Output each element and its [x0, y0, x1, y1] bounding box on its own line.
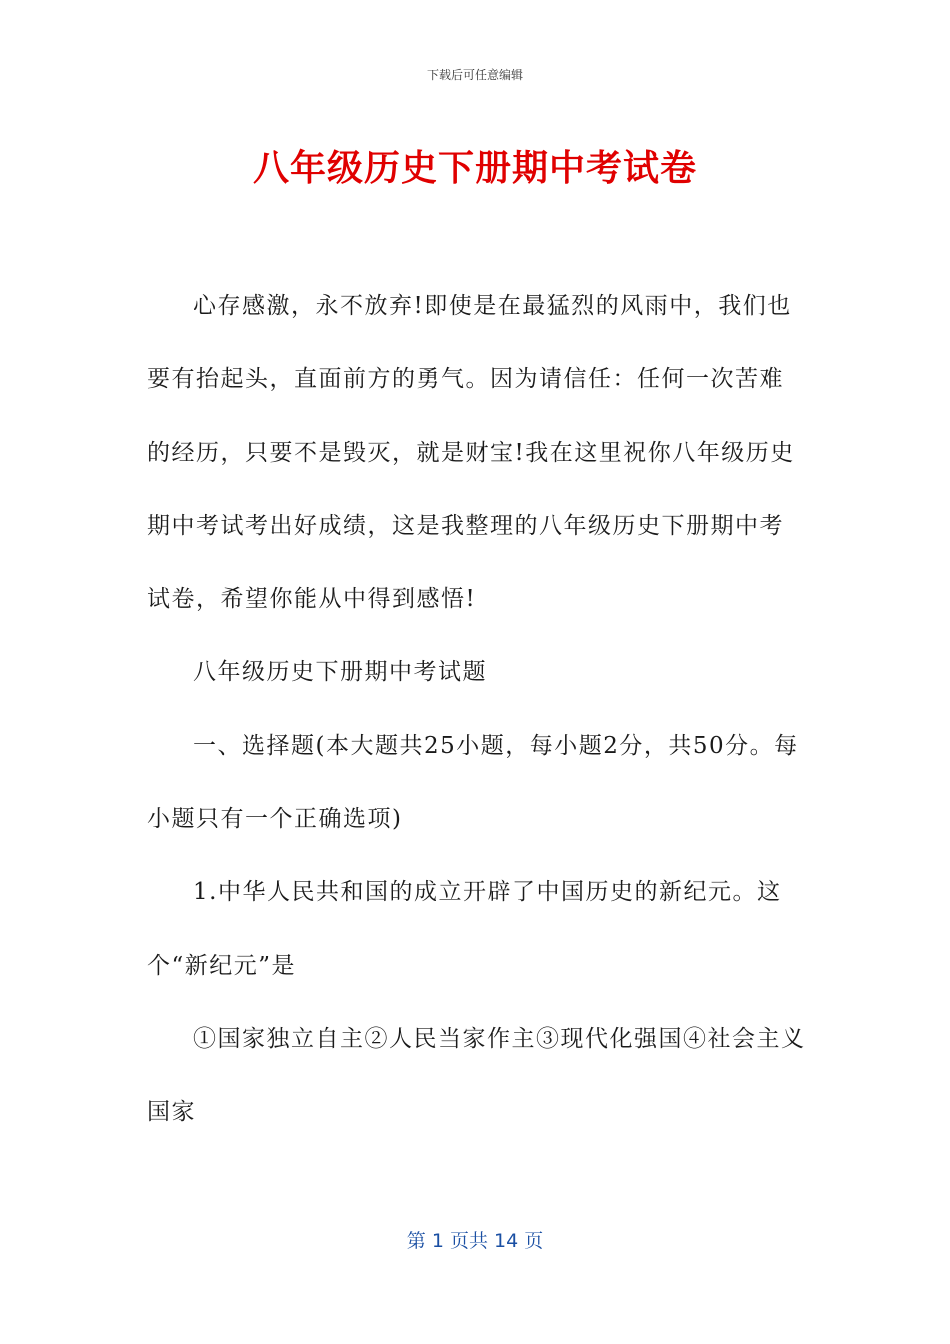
question-1-options: ①国家独立自主②人民当家作主③现代化强国④社会主义国家 [147, 1025, 806, 1126]
section-heading: 八年级历史下册期中考试题 [193, 659, 487, 686]
question-1: 1.中华人民共和国的成立开辟了中国历史的新纪元。这个“新纪元”是 [147, 879, 782, 979]
page-number-footer: 第 1 页共 14 页 [406, 1230, 544, 1252]
document-body [147, 270, 807, 1150]
header-note: 下载后可任意编辑 [426, 68, 523, 82]
intro-paragraph: 心存感激，永不放弃!即使是在最猛烈的风雨中，我们也要有抬起头，直面前方的勇气。因为请信任：任何一次苦难的经历，只要不是毁灭，就是财宝!我在这里祝你八年级历史期中考试考出好成绩，这是我整理的八年级历史下册期中考试卷，希望你能从中得到感悟! [147, 293, 795, 613]
document-title: 八年级历史下册期中考试卷 [252, 148, 697, 189]
question-section-instructions: 一、选择题(本大题共25小题，每小题2分，共50分。每小题只有一个正确选项) [147, 732, 799, 833]
